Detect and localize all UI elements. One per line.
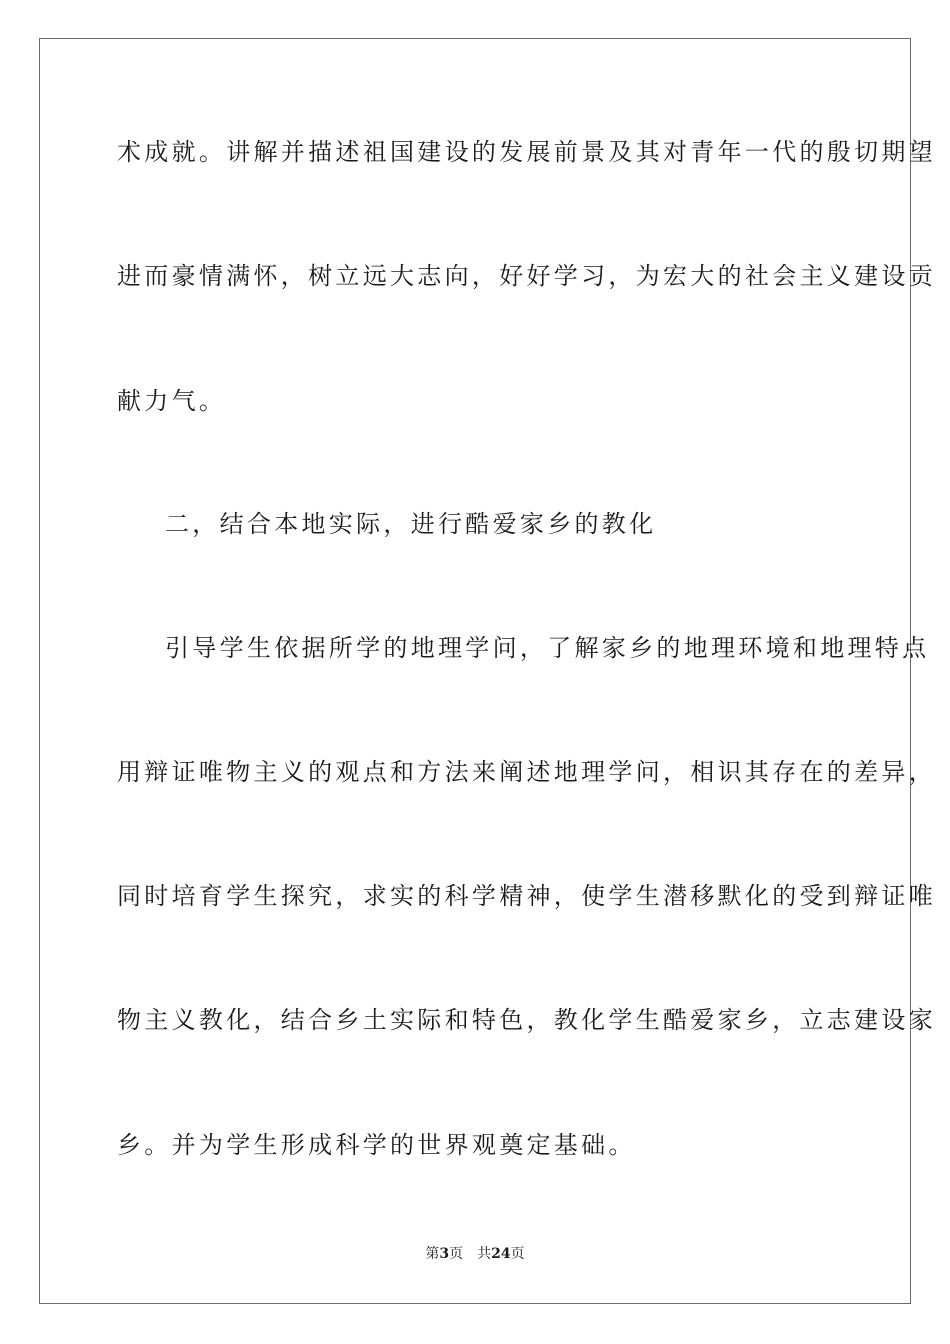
section-heading: 二，结合本地实际，进行酷爱家乡的教化 bbox=[165, 510, 657, 538]
body-line-2: 进而豪情满怀，树立远大志向，好好学习，为宏大的社会主义建设贡 bbox=[117, 262, 936, 290]
body-line-8: 物主义教化，结合乡土实际和特色，教化学生酷爱家乡，立志建设家 bbox=[117, 1006, 936, 1034]
footer-total-suffix: 页 bbox=[510, 1246, 525, 1262]
footer-page-prefix: 第 bbox=[425, 1246, 440, 1262]
footer-page-number: 3 bbox=[439, 1246, 450, 1262]
body-line-6: 用辩证唯物主义的观点和方法来阐述地理学问，相识其存在的差异， bbox=[117, 758, 936, 786]
body-line-9: 乡。并为学生形成科学的世界观奠定基础。 bbox=[117, 1131, 636, 1159]
footer-total-pages: 24 bbox=[491, 1246, 511, 1262]
body-line-5: 引导学生依据所学的地理学问，了解家乡的地理环境和地理特点 bbox=[165, 634, 930, 662]
page-border bbox=[39, 38, 911, 1304]
body-line-1: 术成就。讲解并描述祖国建设的发展前景及其对青年一代的殷切期望 bbox=[117, 138, 936, 166]
body-line-7: 同时培育学生探究，求实的科学精神，使学生潜移默化的受到辩证唯 bbox=[117, 882, 936, 910]
footer-total-prefix: 共 bbox=[477, 1246, 492, 1262]
page-footer bbox=[0, 1244, 950, 1264]
body-line-3: 献力气。 bbox=[117, 387, 227, 415]
footer-page-suffix: 页 bbox=[449, 1246, 464, 1262]
